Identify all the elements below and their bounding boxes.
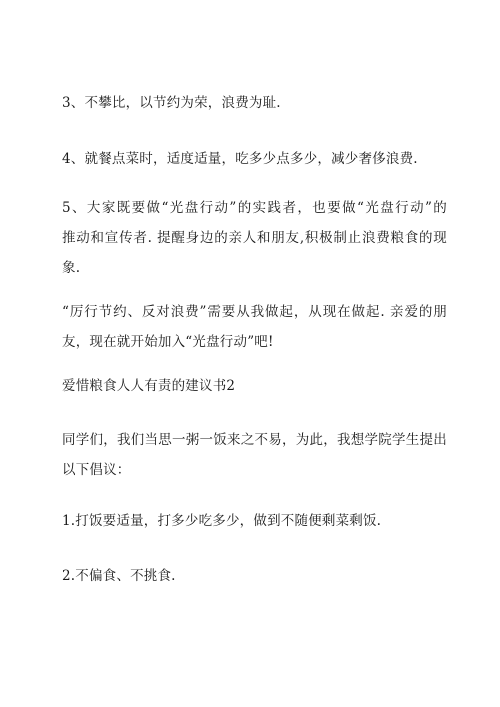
paragraph-item-1 xyxy=(62,506,447,536)
section-heading xyxy=(62,371,447,401)
paragraph-item-4 xyxy=(62,144,447,174)
text-line: 以下倡议： xyxy=(62,462,131,478)
paragraph-call-to-action xyxy=(62,297,447,357)
text-line: 2.不偏食、不挑食. xyxy=(62,568,176,584)
paragraph-item-2 xyxy=(62,561,447,591)
text-line: 同学们，我们当思一粥一饭来之不易，为此，我想学院学生提出 xyxy=(62,432,447,448)
text-line: 1.打饭要适量，打多少吃多少，做到不随便剩菜剩饭. xyxy=(62,513,382,529)
paragraph-intro xyxy=(62,425,447,485)
paragraph-item-3 xyxy=(62,88,447,118)
text-line: 爱惜粮食人人有责的建议书2 xyxy=(62,378,236,394)
text-line: “厉行节约、反对浪费”需要从我做起，从现在做起. 亲爱的朋 xyxy=(62,304,447,320)
text-line: 4、就餐点菜时，适度适量，吃多少点多少，减少奢侈浪费. xyxy=(62,151,418,167)
text-line: 象. xyxy=(62,260,81,276)
paragraph-item-5 xyxy=(62,193,447,283)
text-line: 推动和宣传者. 提醒身边的亲人和朋友,积极制止浪费粮食的现 xyxy=(62,230,447,246)
text-line: 3、不攀比，以节约为荣，浪费为耻. xyxy=(62,95,281,111)
text-line: 5、大家既要做“光盘行动”的实践者，也要做“光盘行动”的 xyxy=(62,200,447,216)
text-line: 友，现在就开始加入“光盘行动”吧! xyxy=(62,334,274,350)
